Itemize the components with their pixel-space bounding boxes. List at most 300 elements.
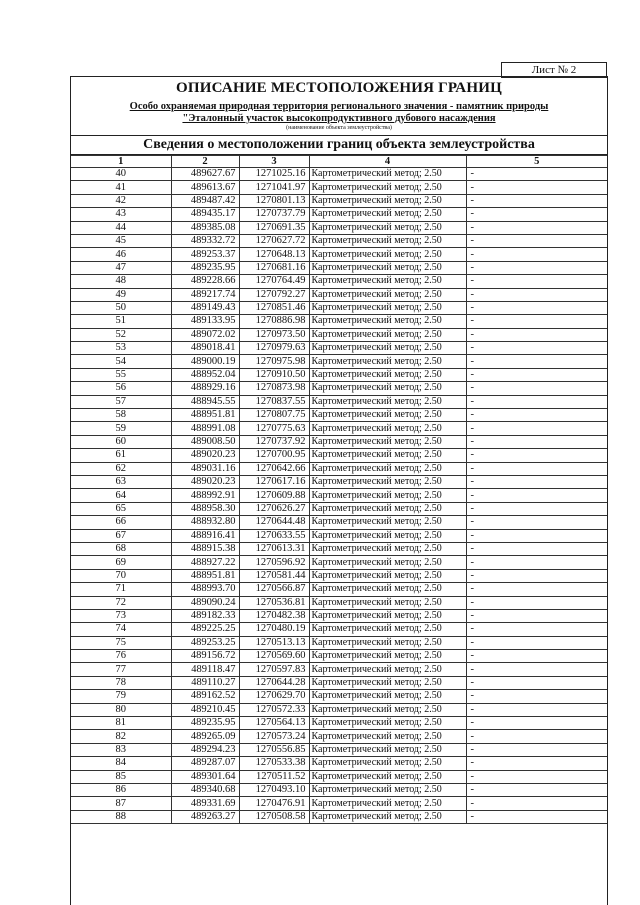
description-cell: - bbox=[466, 596, 607, 609]
y-coordinate-cell: 1271025.16 bbox=[239, 168, 309, 181]
description-cell: - bbox=[466, 703, 607, 716]
x-coordinate-cell: 488945.55 bbox=[171, 395, 239, 408]
column-header: 1 bbox=[71, 156, 171, 168]
x-coordinate-cell: 488993.70 bbox=[171, 583, 239, 596]
y-coordinate-cell: 1270513.13 bbox=[239, 636, 309, 649]
y-coordinate-cell: 1270851.46 bbox=[239, 301, 309, 314]
table-row bbox=[71, 208, 607, 221]
point-number-cell: 56 bbox=[71, 382, 171, 395]
table-row bbox=[71, 221, 607, 234]
table-row bbox=[71, 609, 607, 622]
method-cell: Картометрический метод; 2.50 bbox=[309, 783, 466, 796]
y-coordinate-cell: 1270629.70 bbox=[239, 690, 309, 703]
table-row bbox=[71, 288, 607, 301]
description-cell: - bbox=[466, 609, 607, 622]
x-coordinate-cell: 489008.50 bbox=[171, 435, 239, 448]
description-cell: - bbox=[466, 409, 607, 422]
y-coordinate-cell: 1270627.72 bbox=[239, 234, 309, 247]
method-cell: Картометрический метод; 2.50 bbox=[309, 717, 466, 730]
object-category: Особо охраняемая природная территория регионального значения - памятник природы bbox=[129, 101, 549, 112]
point-number-cell: 48 bbox=[71, 275, 171, 288]
point-number-cell: 78 bbox=[71, 676, 171, 689]
description-cell: - bbox=[466, 261, 607, 274]
document-frame bbox=[70, 76, 608, 905]
table-row bbox=[71, 342, 607, 355]
table-row bbox=[71, 489, 607, 502]
x-coordinate-cell: 488958.30 bbox=[171, 502, 239, 515]
table-row bbox=[71, 234, 607, 247]
point-number-cell: 65 bbox=[71, 502, 171, 515]
point-number-cell: 67 bbox=[71, 529, 171, 542]
table-row bbox=[71, 328, 607, 341]
table-row bbox=[71, 810, 607, 823]
table-row bbox=[71, 529, 607, 542]
table-row bbox=[71, 181, 607, 194]
point-number-cell: 61 bbox=[71, 449, 171, 462]
point-number-cell: 82 bbox=[71, 730, 171, 743]
table-row bbox=[71, 449, 607, 462]
object-name-caption: (наименование объекта землеустройства) bbox=[286, 125, 392, 131]
table-row bbox=[71, 248, 607, 261]
description-cell: - bbox=[466, 556, 607, 569]
method-cell: Картометрический метод; 2.50 bbox=[309, 368, 466, 381]
x-coordinate-cell: 489162.52 bbox=[171, 690, 239, 703]
x-coordinate-cell: 489133.95 bbox=[171, 315, 239, 328]
table-row bbox=[71, 409, 607, 422]
table-row bbox=[71, 743, 607, 756]
description-cell: - bbox=[466, 717, 607, 730]
method-cell: Картометрический метод; 2.50 bbox=[309, 489, 466, 502]
table-row bbox=[71, 194, 607, 207]
method-cell: Картометрический метод; 2.50 bbox=[309, 797, 466, 810]
description-cell: - bbox=[466, 516, 607, 529]
x-coordinate-cell: 489627.67 bbox=[171, 168, 239, 181]
description-cell: - bbox=[466, 462, 607, 475]
table-body bbox=[71, 168, 607, 824]
y-coordinate-cell: 1270476.91 bbox=[239, 797, 309, 810]
description-cell: - bbox=[466, 168, 607, 181]
point-number-cell: 71 bbox=[71, 583, 171, 596]
y-coordinate-cell: 1270581.44 bbox=[239, 569, 309, 582]
point-number-cell: 64 bbox=[71, 489, 171, 502]
table-header-row bbox=[71, 156, 607, 168]
table-row bbox=[71, 583, 607, 596]
method-cell: Картометрический метод; 2.50 bbox=[309, 181, 466, 194]
column-header: 2 bbox=[171, 156, 239, 168]
table-row bbox=[71, 703, 607, 716]
table-row bbox=[71, 757, 607, 770]
y-coordinate-cell: 1270573.24 bbox=[239, 730, 309, 743]
description-cell: - bbox=[466, 368, 607, 381]
description-cell: - bbox=[466, 623, 607, 636]
table-row bbox=[71, 516, 607, 529]
table-row bbox=[71, 636, 607, 649]
y-coordinate-cell: 1270617.16 bbox=[239, 475, 309, 488]
point-number-cell: 52 bbox=[71, 328, 171, 341]
point-number-cell: 42 bbox=[71, 194, 171, 207]
point-number-cell: 59 bbox=[71, 422, 171, 435]
table-row bbox=[71, 676, 607, 689]
description-cell: - bbox=[466, 301, 607, 314]
object-name: "Эталонный участок высокопродуктивного дубового насаждения bbox=[182, 113, 496, 124]
point-number-cell: 51 bbox=[71, 315, 171, 328]
table-row bbox=[71, 502, 607, 515]
x-coordinate-cell: 489385.08 bbox=[171, 221, 239, 234]
x-coordinate-cell: 489210.45 bbox=[171, 703, 239, 716]
x-coordinate-cell: 489110.27 bbox=[171, 676, 239, 689]
method-cell: Картометрический метод; 2.50 bbox=[309, 810, 466, 823]
description-cell: - bbox=[466, 315, 607, 328]
description-cell: - bbox=[466, 355, 607, 368]
x-coordinate-cell: 489435.17 bbox=[171, 208, 239, 221]
table-row bbox=[71, 783, 607, 796]
table-row bbox=[71, 542, 607, 555]
description-cell: - bbox=[466, 475, 607, 488]
x-coordinate-cell: 489182.33 bbox=[171, 609, 239, 622]
description-cell: - bbox=[466, 382, 607, 395]
method-cell: Картометрический метод; 2.50 bbox=[309, 690, 466, 703]
point-number-cell: 53 bbox=[71, 342, 171, 355]
point-number-cell: 66 bbox=[71, 516, 171, 529]
method-cell: Картометрический метод; 2.50 bbox=[309, 650, 466, 663]
point-number-cell: 45 bbox=[71, 234, 171, 247]
column-header: 3 bbox=[239, 156, 309, 168]
description-cell: - bbox=[466, 288, 607, 301]
y-coordinate-cell: 1270873.98 bbox=[239, 382, 309, 395]
y-coordinate-cell: 1270681.16 bbox=[239, 261, 309, 274]
point-number-cell: 60 bbox=[71, 435, 171, 448]
method-cell: Картометрический метод; 2.50 bbox=[309, 475, 466, 488]
x-coordinate-cell: 489018.41 bbox=[171, 342, 239, 355]
y-coordinate-cell: 1270644.28 bbox=[239, 676, 309, 689]
x-coordinate-cell: 489090.24 bbox=[171, 596, 239, 609]
description-cell: - bbox=[466, 328, 607, 341]
point-number-cell: 74 bbox=[71, 623, 171, 636]
description-cell: - bbox=[466, 676, 607, 689]
x-coordinate-cell: 489253.37 bbox=[171, 248, 239, 261]
y-coordinate-cell: 1270556.85 bbox=[239, 743, 309, 756]
y-coordinate-cell: 1270764.49 bbox=[239, 275, 309, 288]
y-coordinate-cell: 1270737.92 bbox=[239, 435, 309, 448]
x-coordinate-cell: 488951.81 bbox=[171, 569, 239, 582]
description-cell: - bbox=[466, 797, 607, 810]
table-row bbox=[71, 717, 607, 730]
description-cell: - bbox=[466, 529, 607, 542]
method-cell: Картометрический метод; 2.50 bbox=[309, 409, 466, 422]
description-cell: - bbox=[466, 783, 607, 796]
x-coordinate-cell: 488916.41 bbox=[171, 529, 239, 542]
document-header bbox=[71, 80, 607, 132]
y-coordinate-cell: 1270792.27 bbox=[239, 288, 309, 301]
x-coordinate-cell: 489235.95 bbox=[171, 717, 239, 730]
description-cell: - bbox=[466, 650, 607, 663]
point-number-cell: 57 bbox=[71, 395, 171, 408]
point-number-cell: 68 bbox=[71, 542, 171, 555]
description-cell: - bbox=[466, 395, 607, 408]
y-coordinate-cell: 1270613.31 bbox=[239, 542, 309, 555]
description-cell: - bbox=[466, 275, 607, 288]
point-number-cell: 58 bbox=[71, 409, 171, 422]
y-coordinate-cell: 1270482.38 bbox=[239, 609, 309, 622]
description-cell: - bbox=[466, 449, 607, 462]
y-coordinate-cell: 1270480.19 bbox=[239, 623, 309, 636]
table-row bbox=[71, 168, 607, 181]
point-number-cell: 83 bbox=[71, 743, 171, 756]
method-cell: Картометрический метод; 2.50 bbox=[309, 583, 466, 596]
description-cell: - bbox=[466, 663, 607, 676]
x-coordinate-cell: 488927.22 bbox=[171, 556, 239, 569]
method-cell: Картометрический метод; 2.50 bbox=[309, 757, 466, 770]
method-cell: Картометрический метод; 2.50 bbox=[309, 556, 466, 569]
x-coordinate-cell: 489301.64 bbox=[171, 770, 239, 783]
document-title: ОПИСАНИЕ МЕСТОПОЛОЖЕНИЯ ГРАНИЦ bbox=[176, 80, 502, 96]
y-coordinate-cell: 1270633.55 bbox=[239, 529, 309, 542]
x-coordinate-cell: 488951.81 bbox=[171, 409, 239, 422]
y-coordinate-cell: 1270609.88 bbox=[239, 489, 309, 502]
y-coordinate-cell: 1270597.83 bbox=[239, 663, 309, 676]
method-cell: Картометрический метод; 2.50 bbox=[309, 275, 466, 288]
y-coordinate-cell: 1270644.48 bbox=[239, 516, 309, 529]
method-cell: Картометрический метод; 2.50 bbox=[309, 636, 466, 649]
y-coordinate-cell: 1270533.38 bbox=[239, 757, 309, 770]
y-coordinate-cell: 1270626.27 bbox=[239, 502, 309, 515]
point-number-cell: 76 bbox=[71, 650, 171, 663]
point-number-cell: 63 bbox=[71, 475, 171, 488]
method-cell: Картометрический метод; 2.50 bbox=[309, 596, 466, 609]
x-coordinate-cell: 488992.91 bbox=[171, 489, 239, 502]
method-cell: Картометрический метод; 2.50 bbox=[309, 703, 466, 716]
table-row bbox=[71, 797, 607, 810]
table-row bbox=[71, 275, 607, 288]
x-coordinate-cell: 488915.38 bbox=[171, 542, 239, 555]
description-cell: - bbox=[466, 342, 607, 355]
x-coordinate-cell: 489031.16 bbox=[171, 462, 239, 475]
point-number-cell: 79 bbox=[71, 690, 171, 703]
x-coordinate-cell: 489020.23 bbox=[171, 475, 239, 488]
y-coordinate-cell: 1270566.87 bbox=[239, 583, 309, 596]
point-number-cell: 49 bbox=[71, 288, 171, 301]
method-cell: Картометрический метод; 2.50 bbox=[309, 529, 466, 542]
table-row bbox=[71, 730, 607, 743]
y-coordinate-cell: 1270807.75 bbox=[239, 409, 309, 422]
y-coordinate-cell: 1270837.55 bbox=[239, 395, 309, 408]
method-cell: Картометрический метод; 2.50 bbox=[309, 422, 466, 435]
method-cell: Картометрический метод; 2.50 bbox=[309, 382, 466, 395]
y-coordinate-cell: 1270691.35 bbox=[239, 221, 309, 234]
description-cell: - bbox=[466, 770, 607, 783]
method-cell: Картометрический метод; 2.50 bbox=[309, 609, 466, 622]
y-coordinate-cell: 1270801.13 bbox=[239, 194, 309, 207]
x-coordinate-cell: 489225.25 bbox=[171, 623, 239, 636]
point-number-cell: 77 bbox=[71, 663, 171, 676]
x-coordinate-cell: 489263.27 bbox=[171, 810, 239, 823]
x-coordinate-cell: 488932.80 bbox=[171, 516, 239, 529]
table-row bbox=[71, 596, 607, 609]
point-number-cell: 80 bbox=[71, 703, 171, 716]
table-row bbox=[71, 422, 607, 435]
method-cell: Картометрический метод; 2.50 bbox=[309, 449, 466, 462]
point-number-cell: 72 bbox=[71, 596, 171, 609]
method-cell: Картометрический метод; 2.50 bbox=[309, 342, 466, 355]
method-cell: Картометрический метод; 2.50 bbox=[309, 676, 466, 689]
x-coordinate-cell: 489265.09 bbox=[171, 730, 239, 743]
description-cell: - bbox=[466, 208, 607, 221]
y-coordinate-cell: 1270511.52 bbox=[239, 770, 309, 783]
point-number-cell: 50 bbox=[71, 301, 171, 314]
method-cell: Картометрический метод; 2.50 bbox=[309, 542, 466, 555]
point-number-cell: 73 bbox=[71, 609, 171, 622]
point-number-cell: 87 bbox=[71, 797, 171, 810]
x-coordinate-cell: 489287.07 bbox=[171, 757, 239, 770]
table-row bbox=[71, 355, 607, 368]
boundary-points-table bbox=[71, 155, 607, 824]
x-coordinate-cell: 489253.25 bbox=[171, 636, 239, 649]
method-cell: Картометрический метод; 2.50 bbox=[309, 208, 466, 221]
method-cell: Картометрический метод; 2.50 bbox=[309, 569, 466, 582]
y-coordinate-cell: 1270648.13 bbox=[239, 248, 309, 261]
column-header: 4 bbox=[309, 156, 466, 168]
method-cell: Картометрический метод; 2.50 bbox=[309, 248, 466, 261]
x-coordinate-cell: 489118.47 bbox=[171, 663, 239, 676]
method-cell: Картометрический метод; 2.50 bbox=[309, 288, 466, 301]
x-coordinate-cell: 489217.74 bbox=[171, 288, 239, 301]
table-row bbox=[71, 315, 607, 328]
table-row bbox=[71, 663, 607, 676]
method-cell: Картометрический метод; 2.50 bbox=[309, 221, 466, 234]
description-cell: - bbox=[466, 502, 607, 515]
table-row bbox=[71, 569, 607, 582]
point-number-cell: 88 bbox=[71, 810, 171, 823]
description-cell: - bbox=[466, 583, 607, 596]
description-cell: - bbox=[466, 489, 607, 502]
x-coordinate-cell: 489228.66 bbox=[171, 275, 239, 288]
point-number-cell: 46 bbox=[71, 248, 171, 261]
table-row bbox=[71, 650, 607, 663]
method-cell: Картометрический метод; 2.50 bbox=[309, 623, 466, 636]
table-row bbox=[71, 462, 607, 475]
y-coordinate-cell: 1270910.50 bbox=[239, 368, 309, 381]
point-number-cell: 54 bbox=[71, 355, 171, 368]
description-cell: - bbox=[466, 636, 607, 649]
x-coordinate-cell: 489020.23 bbox=[171, 449, 239, 462]
x-coordinate-cell: 489149.43 bbox=[171, 301, 239, 314]
table-row bbox=[71, 770, 607, 783]
x-coordinate-cell: 489235.95 bbox=[171, 261, 239, 274]
x-coordinate-cell: 488952.04 bbox=[171, 368, 239, 381]
table-row bbox=[71, 556, 607, 569]
point-number-cell: 44 bbox=[71, 221, 171, 234]
method-cell: Картометрический метод; 2.50 bbox=[309, 502, 466, 515]
y-coordinate-cell: 1270975.98 bbox=[239, 355, 309, 368]
method-cell: Картометрический метод; 2.50 bbox=[309, 730, 466, 743]
point-number-cell: 81 bbox=[71, 717, 171, 730]
x-coordinate-cell: 489000.19 bbox=[171, 355, 239, 368]
description-cell: - bbox=[466, 234, 607, 247]
description-cell: - bbox=[466, 435, 607, 448]
x-coordinate-cell: 489294.23 bbox=[171, 743, 239, 756]
table-row bbox=[71, 690, 607, 703]
y-coordinate-cell: 1270569.60 bbox=[239, 650, 309, 663]
y-coordinate-cell: 1270564.13 bbox=[239, 717, 309, 730]
description-cell: - bbox=[466, 248, 607, 261]
point-number-cell: 85 bbox=[71, 770, 171, 783]
y-coordinate-cell: 1270775.63 bbox=[239, 422, 309, 435]
description-cell: - bbox=[466, 690, 607, 703]
x-coordinate-cell: 489487.42 bbox=[171, 194, 239, 207]
method-cell: Картометрический метод; 2.50 bbox=[309, 328, 466, 341]
table-row bbox=[71, 261, 607, 274]
method-cell: Картометрический метод; 2.50 bbox=[309, 462, 466, 475]
y-coordinate-cell: 1270973.50 bbox=[239, 328, 309, 341]
point-number-cell: 43 bbox=[71, 208, 171, 221]
table-row bbox=[71, 382, 607, 395]
y-coordinate-cell: 1270700.95 bbox=[239, 449, 309, 462]
table-row bbox=[71, 301, 607, 314]
x-coordinate-cell: 489331.69 bbox=[171, 797, 239, 810]
y-coordinate-cell: 1270572.33 bbox=[239, 703, 309, 716]
description-cell: - bbox=[466, 757, 607, 770]
method-cell: Картометрический метод; 2.50 bbox=[309, 663, 466, 676]
point-number-cell: 86 bbox=[71, 783, 171, 796]
point-number-cell: 70 bbox=[71, 569, 171, 582]
method-cell: Картометрический метод; 2.50 bbox=[309, 261, 466, 274]
y-coordinate-cell: 1270536.81 bbox=[239, 596, 309, 609]
description-cell: - bbox=[466, 743, 607, 756]
point-number-cell: 47 bbox=[71, 261, 171, 274]
method-cell: Картометрический метод; 2.50 bbox=[309, 168, 466, 181]
point-number-cell: 55 bbox=[71, 368, 171, 381]
description-cell: - bbox=[466, 221, 607, 234]
table-row bbox=[71, 368, 607, 381]
y-coordinate-cell: 1271041.97 bbox=[239, 181, 309, 194]
method-cell: Картометрический метод; 2.50 bbox=[309, 770, 466, 783]
x-coordinate-cell: 488929.16 bbox=[171, 382, 239, 395]
x-coordinate-cell: 489332.72 bbox=[171, 234, 239, 247]
method-cell: Картометрический метод; 2.50 bbox=[309, 194, 466, 207]
description-cell: - bbox=[466, 730, 607, 743]
method-cell: Картометрический метод; 2.50 bbox=[309, 315, 466, 328]
description-cell: - bbox=[466, 810, 607, 823]
point-number-cell: 69 bbox=[71, 556, 171, 569]
description-cell: - bbox=[466, 542, 607, 555]
sheet-number-label: Лист № 2 bbox=[501, 62, 607, 78]
point-number-cell: 40 bbox=[71, 168, 171, 181]
y-coordinate-cell: 1270979.63 bbox=[239, 342, 309, 355]
point-number-cell: 75 bbox=[71, 636, 171, 649]
description-cell: - bbox=[466, 569, 607, 582]
description-cell: - bbox=[466, 422, 607, 435]
description-cell: - bbox=[466, 181, 607, 194]
x-coordinate-cell: 489072.02 bbox=[171, 328, 239, 341]
x-coordinate-cell: 489156.72 bbox=[171, 650, 239, 663]
y-coordinate-cell: 1270596.92 bbox=[239, 556, 309, 569]
point-number-cell: 84 bbox=[71, 757, 171, 770]
y-coordinate-cell: 1270493.10 bbox=[239, 783, 309, 796]
x-coordinate-cell: 489340.68 bbox=[171, 783, 239, 796]
method-cell: Картометрический метод; 2.50 bbox=[309, 435, 466, 448]
table-row bbox=[71, 435, 607, 448]
y-coordinate-cell: 1270508.58 bbox=[239, 810, 309, 823]
y-coordinate-cell: 1270737.79 bbox=[239, 208, 309, 221]
table-row bbox=[71, 395, 607, 408]
method-cell: Картометрический метод; 2.50 bbox=[309, 743, 466, 756]
description-cell: - bbox=[466, 194, 607, 207]
table-row bbox=[71, 623, 607, 636]
method-cell: Картометрический метод; 2.50 bbox=[309, 395, 466, 408]
point-number-cell: 62 bbox=[71, 462, 171, 475]
y-coordinate-cell: 1270886.98 bbox=[239, 315, 309, 328]
method-cell: Картометрический метод; 2.50 bbox=[309, 516, 466, 529]
